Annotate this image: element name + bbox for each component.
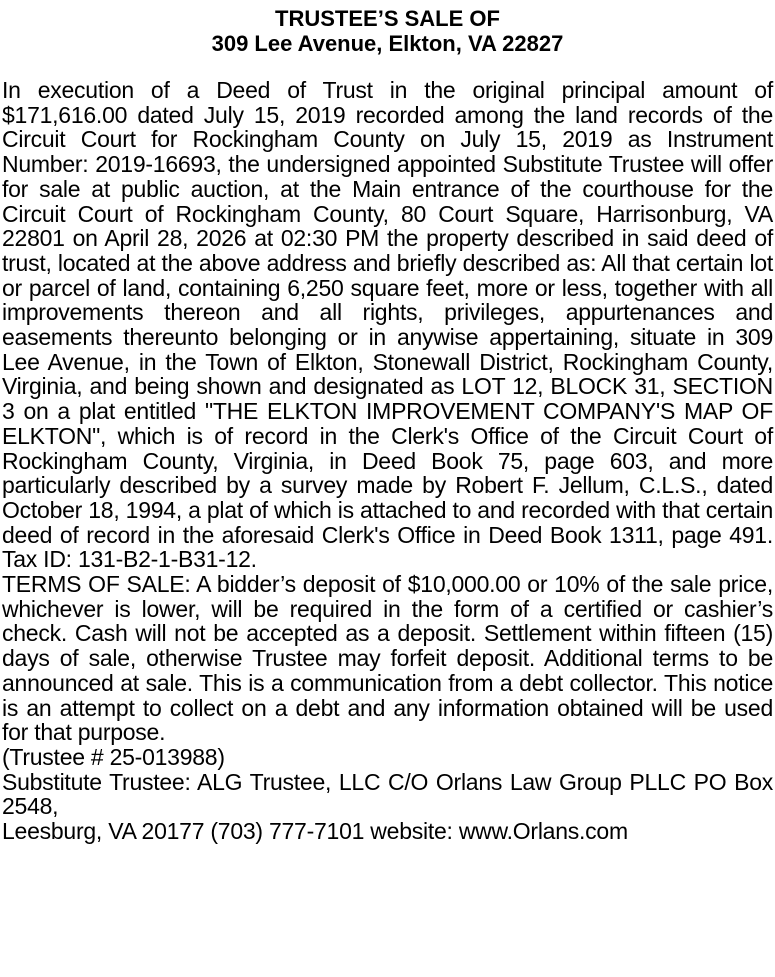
title-line-2: 309 Lee Avenue, Elkton, VA 22827 [211,31,564,56]
title-line-1: TRUSTEE’S SALE OF [275,6,500,31]
trustee-number: (Trustee # 25-013988) [2,743,225,770]
legal-notice [2,6,773,844]
terms-of-sale-paragraph: TERMS OF SALE: A bidder’s deposit of $10,000.00 or 10% of the sale price, whichever is lower, will be required in the form of a certified or cashier’s check. Cash will not be accepted as a deposit. Settlement within fifteen (15) days of sale, otherwise Trustee may forfeit deposit. Additional terms to be announced at sale. This is a communication from a debt collector. This notice is an attempt to collect on a debt and any information obtained will be used for that purpose. [2,571,773,746]
contact-info: Leesburg, VA 20177 (703) 777-7101 website: www.Orlans.com [2,818,628,845]
deed-of-trust-paragraph: In execution of a Deed of Trust in the original principal amount of $171,616.00 dated July 15, 2019 recorded among the land records of the Circuit Court for Rockingham County on July 15, 2019 as Instrument Number: 2019-16693, the undersigned appointed Substitute Trustee will offer for sale at public auction, at the Main entrance of the courthouse for the Circuit Court of Rockingham County, 80 Court Square, Harrisonburg, VA 22801 on April 28, 2026 at 02:30 PM the property described in said deed of trust, located at the above address and briefly described as: All that certain lot or parcel of land, containing 6,250 square feet, more or less, together with all improvements thereon and all rights, privileges, appurtenances and easements thereunto belonging or in anywise appertaining, situate in 309 Lee Avenue, in the Town of Elkton, Stonewall District, Rockingham County, Virginia, and being shown and designated as LOT 12, BLOCK 31, SECTION 3 on a plat entitled "THE ELKTON IMPROVEMENT COMPANY'S MAP OF ELKTON", which is of record in the Clerk's Office of the Circuit Court of Rockingham County, Virginia, in Deed Book 75, page 603, and more particularly described by a survey made by Robert F. Jellum, C.L.S., dated October 18, 1994, a plat of which is attached to and recorded with that certain deed of record in the aforesaid Clerk's Office in Deed Book 1311, page 491. Tax ID: 131-B2-1-B31-12. [2,77,773,573]
notice-title [2,6,773,56]
substitute-trustee: Substitute Trustee: ALG Trustee, LLC C/O Orlans Law Group PLLC PO Box 2548, [2,768,773,820]
notice-body [2,78,773,844]
